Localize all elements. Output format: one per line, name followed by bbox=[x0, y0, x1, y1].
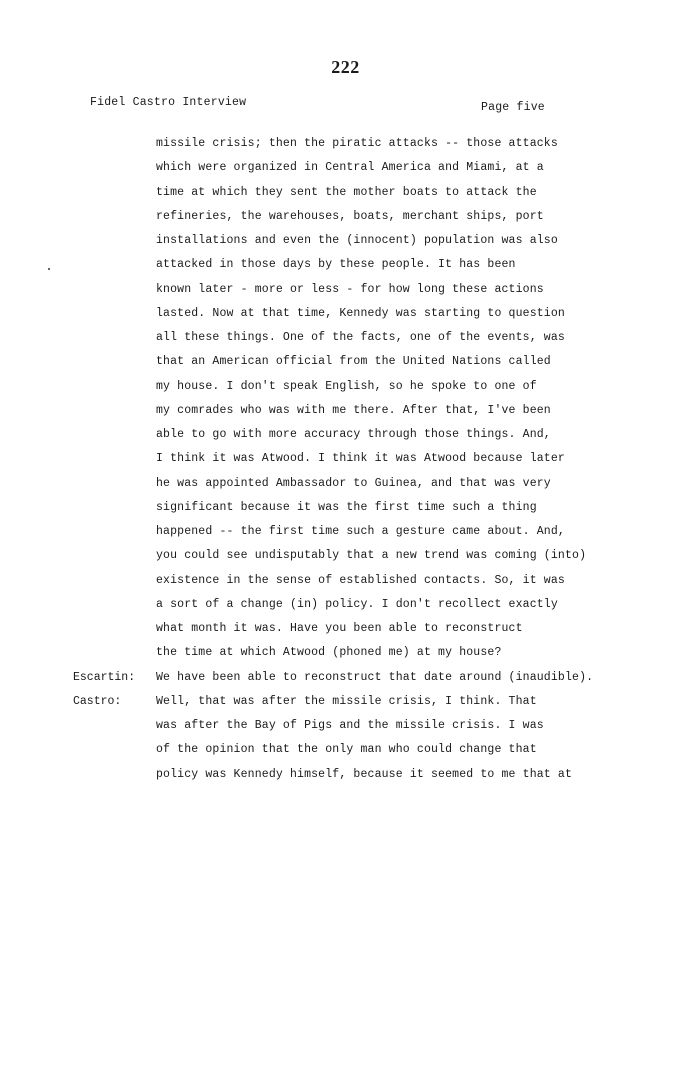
transcript-line: We have been able to reconstruct that date around (inaudible). bbox=[156, 671, 594, 684]
transcript-line: a sort of a change (in) policy. I don't recollect exactly bbox=[156, 598, 558, 611]
transcript-line: existence in the sense of established contacts. So, it was bbox=[156, 574, 565, 587]
transcript-line: that an American official from the United Nations called bbox=[156, 355, 551, 368]
document-title: Fidel Castro Interview bbox=[90, 96, 247, 109]
transcript-line: what month it was. Have you been able to reconstruct bbox=[156, 622, 523, 635]
transcript-line: known later - more or less - for how long these actions bbox=[156, 283, 544, 296]
transcript-line: all these things. One of the facts, one of the events, was bbox=[156, 331, 565, 344]
transcript-line: refineries, the warehouses, boats, merchant ships, port bbox=[156, 210, 544, 223]
transcript-line: attacked in those days by these people. It has been bbox=[156, 258, 516, 271]
scan-speck bbox=[48, 268, 50, 270]
transcript-line: lasted. Now at that time, Kennedy was starting to question bbox=[156, 307, 565, 320]
page-label: Page five bbox=[481, 101, 545, 114]
transcript-line: of the opinion that the only man who could change that bbox=[156, 743, 537, 756]
transcript-line: you could see undisputably that a new trend was coming (into) bbox=[156, 549, 587, 562]
transcript-line: able to go with more accuracy through those things. And, bbox=[156, 428, 551, 441]
transcript-line: missile crisis; then the piratic attacks -- those attacks bbox=[156, 137, 558, 150]
transcript-line: my comrades who was with me there. After that, I've been bbox=[156, 404, 551, 417]
transcript-line: policy was Kennedy himself, because it seemed to me that at bbox=[156, 768, 573, 781]
transcript-line: was after the Bay of Pigs and the missile crisis. I was bbox=[156, 719, 544, 732]
transcript-line: time at which they sent the mother boats to attack the bbox=[156, 186, 537, 199]
transcript-line: which were organized in Central America and Miami, at a bbox=[156, 161, 544, 174]
transcript-line: he was appointed Ambassador to Guinea, and that was very bbox=[156, 477, 551, 490]
transcript-line: the time at which Atwood (phoned me) at my house? bbox=[156, 646, 502, 659]
speaker-label: Castro: bbox=[73, 695, 122, 708]
transcript-line: installations and even the (innocent) population was also bbox=[156, 234, 558, 247]
transcript-line: happened -- the first time such a gesture came about. And, bbox=[156, 525, 565, 538]
page-number: 222 bbox=[331, 57, 360, 77]
transcript-line: Well, that was after the missile crisis, I think. That bbox=[156, 695, 537, 708]
transcript-line: significant because it was the first time such a thing bbox=[156, 501, 537, 514]
transcript-line: my house. I don't speak English, so he spoke to one of bbox=[156, 380, 537, 393]
transcript-line: I think it was Atwood. I think it was Atwood because later bbox=[156, 452, 565, 465]
speaker-label: Escartin: bbox=[73, 671, 136, 684]
